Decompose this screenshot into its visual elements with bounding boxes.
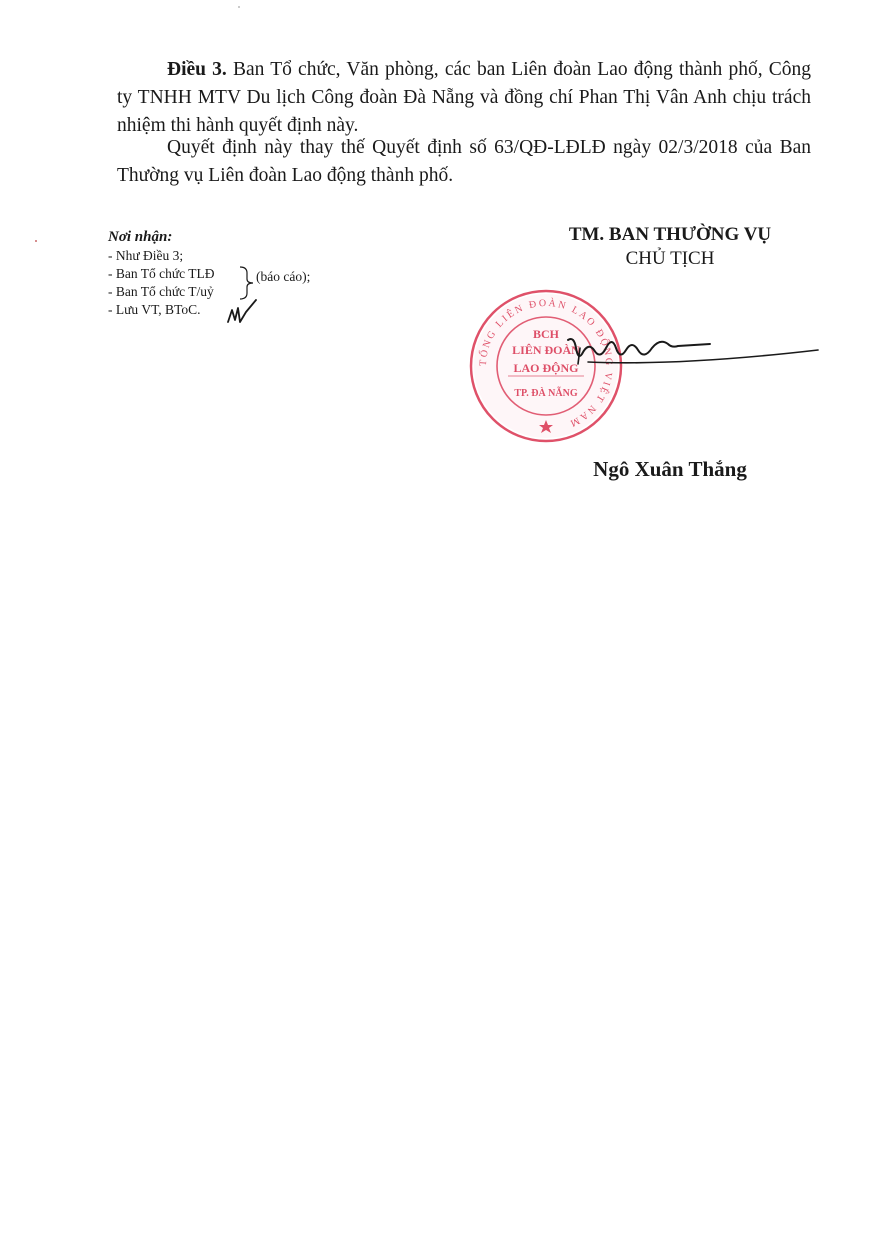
handwritten-signature xyxy=(560,318,822,388)
replacement-paragraph: Quyết định này thay thế Quyết định số 63/QĐ-LĐLĐ ngày 02/3/2018 của Ban Thường vụ Liên đoàn Lao động thành phố. xyxy=(117,137,811,186)
recipient-item: - Ban Tổ chức TLĐ xyxy=(108,266,215,281)
article-3-text: Ban Tổ chức, Văn phòng, các ban Liên đoàn Lao động thành phố, Công ty TNHH MTV Du lịch Công đoàn Đà Nẵng và đồng chí Phan Thị Vân Anh chịu trách nhiệm thi hành quyết định này. xyxy=(117,59,812,136)
signatory-title: TM. BAN THƯỜNG VỤ xyxy=(568,224,772,245)
seal-line: TP. ĐÀ NẴNG xyxy=(514,388,578,399)
article-3-label: Điều 3. xyxy=(167,59,227,80)
signatory-role: CHỦ TỊCH xyxy=(625,248,715,269)
seal-line: LIÊN ĐOÀN xyxy=(512,343,580,357)
signatory-name: Ngô Xuân Thắng xyxy=(593,457,747,481)
article-3-paragraph xyxy=(117,56,811,140)
brace-note: (báo cáo); xyxy=(256,269,311,284)
curly-brace-icon xyxy=(238,265,256,301)
seal-line: LAO ĐỘNG xyxy=(513,361,579,375)
seal-ring-text: TỔNG LIÊN ĐOÀN LAO ĐỘNG VIỆT NAM xyxy=(477,297,615,430)
scan-speck xyxy=(35,240,37,242)
seal-line: BCH xyxy=(532,327,560,341)
recipients-heading: Nơi nhận: xyxy=(108,229,173,245)
scan-speck xyxy=(238,6,240,8)
recipient-item: - Như Điều 3; xyxy=(108,248,184,263)
recipient-item: - Lưu VT, BToC. xyxy=(108,302,201,317)
recipient-item: - Ban Tổ chức T/uỷ xyxy=(108,284,214,299)
initials-mark-icon xyxy=(226,298,260,332)
recipients-block xyxy=(108,228,311,319)
